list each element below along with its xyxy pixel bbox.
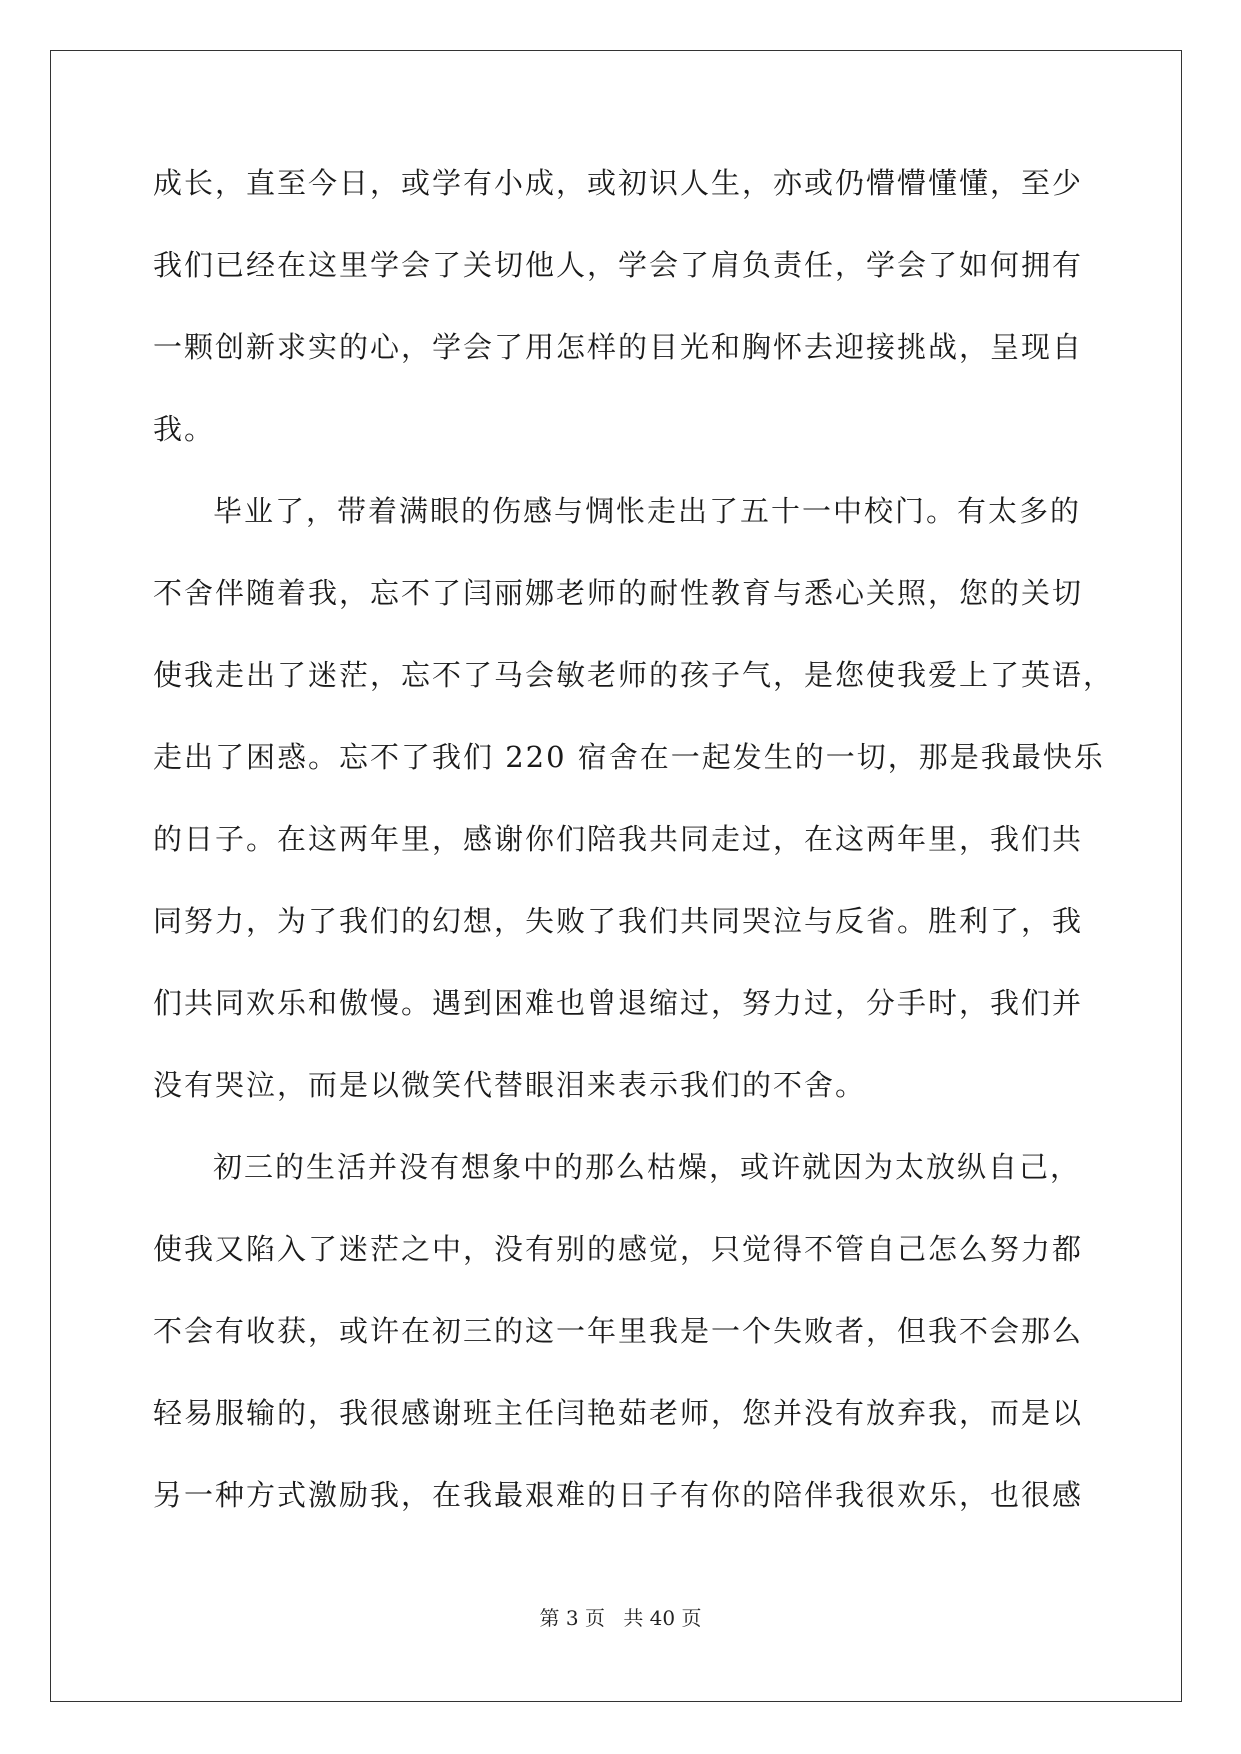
text-line: 使我又陷入了迷茫之中，没有别的感觉，只觉得不管自己怎么努力都 <box>153 1232 1084 1266</box>
text-line: 不会有收获，或许在初三的这一年里我是一个失败者，但我不会那么 <box>153 1314 1084 1348</box>
page-footer <box>0 1602 1241 1631</box>
text-line: 毕业了，带着满眼的伤感与惆怅走出了五十一中校门。有太多的 <box>213 494 1082 528</box>
text-line: 一颗创新求实的心，学会了用怎样的目光和胸怀去迎接挑战，呈现自 <box>153 330 1084 364</box>
text-line: 我。 <box>153 412 216 446</box>
total-pages: 共 40 页 <box>623 1606 702 1630</box>
text-line: 轻易服输的，我很感谢班主任闫艳茹老师，您并没有放弃我，而是以 <box>153 1396 1084 1430</box>
text-line: 使我走出了迷茫，忘不了马会敏老师的孩子气，是您使我爱上了英语， <box>153 658 1115 692</box>
body-text <box>153 157 1115 1551</box>
text-line: 的日子。在这两年里，感谢你们陪我共同走过，在这两年里，我们共 <box>153 822 1084 856</box>
text-line: 成长，直至今日，或学有小成，或初识人生，亦或仍懵懵懂懂，至少 <box>153 166 1084 200</box>
text-line: 同努力，为了我们的幻想，失败了我们共同哭泣与反省。胜利了，我 <box>153 904 1084 938</box>
text-line: 们共同欢乐和傲慢。遇到困难也曾退缩过，努力过，分手时，我们并 <box>153 986 1084 1020</box>
text-line: 不舍伴随着我，忘不了闫丽娜老师的耐性教育与悉心关照，您的关切 <box>153 576 1084 610</box>
text-line: 走出了困惑。忘不了我们 220 宿舍在一起发生的一切，那是我最快乐 <box>153 740 1105 774</box>
page-number: 第 3 页 <box>539 1606 605 1630</box>
text-line: 我们已经在这里学会了关切他人，学会了肩负责任，学会了如何拥有 <box>153 248 1084 282</box>
text-line: 另一种方式激励我，在我最艰难的日子有你的陪伴我很欢乐，也很感 <box>153 1478 1084 1512</box>
text-line: 没有哭泣，而是以微笑代替眼泪来表示我们的不舍。 <box>153 1068 867 1102</box>
text-line: 初三的生活并没有想象中的那么枯燥，或许就因为太放纵自己， <box>213 1150 1082 1184</box>
